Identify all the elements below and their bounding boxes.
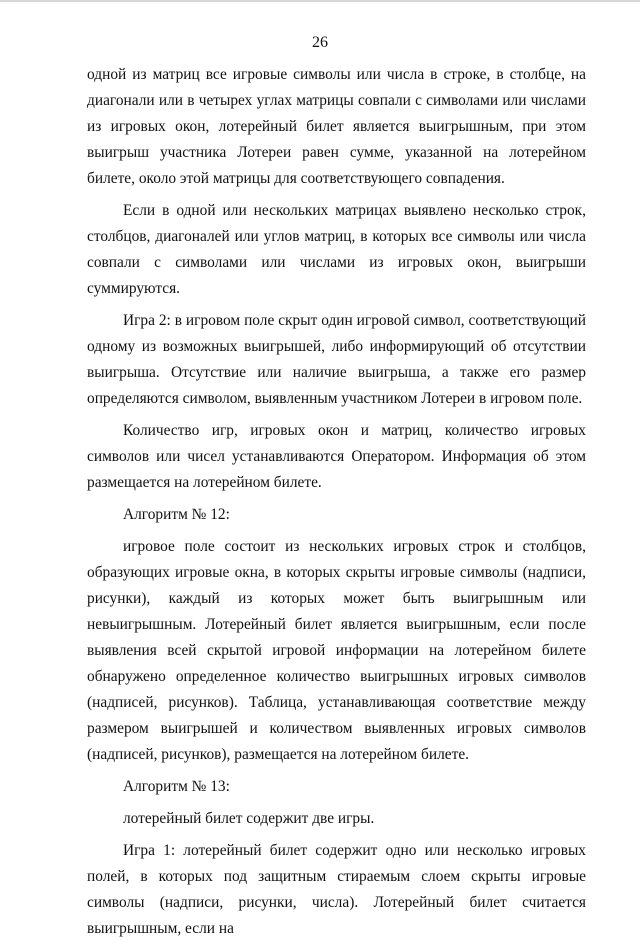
paragraph-operator-settings: Количество игр, игровых окон и матриц, количество игровых символов или чисел устанавливаются Оператором. Информация об этом размещается на лотерейном билете. bbox=[87, 422, 586, 491]
paragraph-algorithm-12: игровое поле состоит из нескольких игровых строк и столбцов, образующих игровые окна, в которых скрыты игровые символы (надписи, рисунки), каждый из которых может быть выигрышным или невыигрышным. Лотерейный билет является выигрышным, если после выявления всей скрытой игровой информации на лотерейном билете обнаружено определенное количество выигрышных игровых символов (надписей, рисунков). Таблица, устанавливающая соответствие между размером выигрышей и количеством выявленных игровых символов (надписей, рисунков), размещается на лотерейном билете. bbox=[87, 538, 586, 763]
paragraph-two-games: лотерейный билет содержит две игры. bbox=[123, 810, 375, 827]
paragraph-winnings-summed: Если в одной или нескольких матрицах выявлено несколько строк, столбцов, диагоналей или углов матриц, в которых все символы или числа совпали с символами или числами из игровых окон, выигрыши суммируются. bbox=[87, 202, 586, 297]
paragraph-game-2: Игра 2: в игровом поле скрыт один игровой символ, соответствующий одному из возможных выигрышей, либо информирующий об отсутствии выигрыша. Отсутствие или наличие выигрыша, а также его размер определяются символом, выявленным участником Лотереи в игровом поле. bbox=[87, 312, 586, 407]
heading-algorithm-13: Алгоритм № 13: bbox=[123, 778, 230, 795]
paragraph-matrix-win: одной из матриц все игровые символы или числа в строке, в столбце, на диагонали или в четырех углах матрицы совпали с символами или числами из игровых окон, лотерейный билет является выигрышным, при этом выигрыш участника Лотереи равен сумме, указанной на лотерейном билете, около этой матрицы для соответствующего совпадения. bbox=[87, 66, 586, 187]
scan-top-edge bbox=[0, 0, 640, 2]
paragraph-game-1: Игра 1: лотерейный билет содержит одно или несколько игровых полей, в которых под защитным стираемым слоем скрыты игровые символы (надписи, рисунки, числа). Лотерейный билет считается выигрышным, если на bbox=[87, 842, 586, 937]
heading-algorithm-12: Алгоритм № 12: bbox=[123, 506, 230, 523]
page-number: 26 bbox=[312, 34, 328, 51]
body-text bbox=[87, 62, 586, 942]
